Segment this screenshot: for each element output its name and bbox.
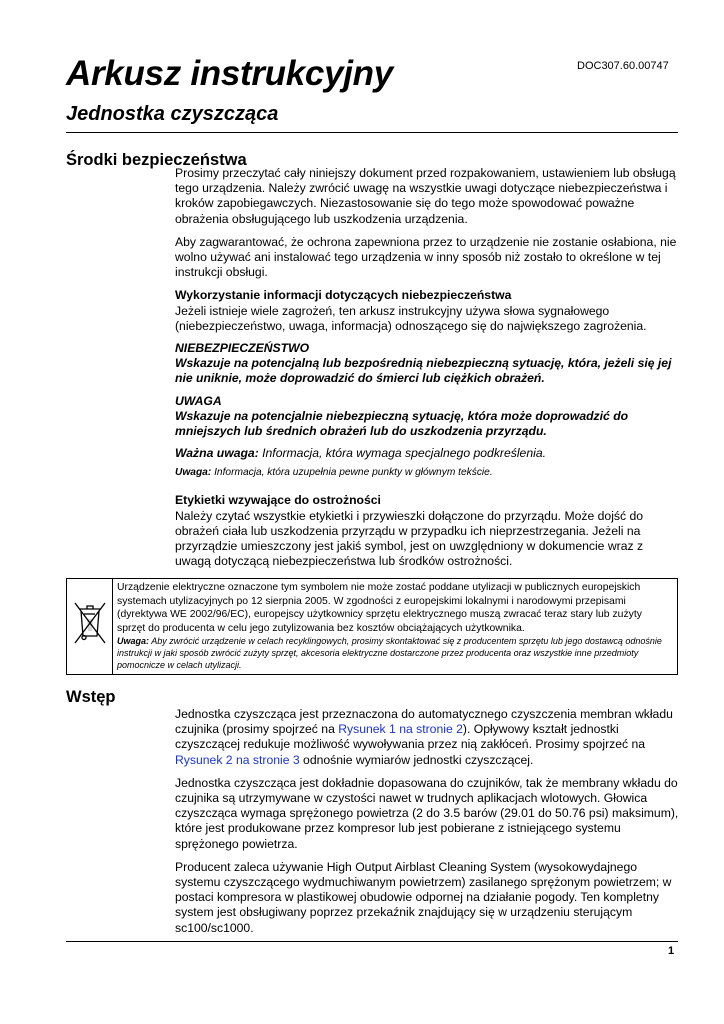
title-divider — [66, 132, 678, 133]
weee-note-text: Aby zwrócić urządzenie w celach recyklingowych, prosimy skontaktować się z producentem sprzętu lub jego dostawcą odnośnie instrukcji w jaki sposób zwrócić zużyty sprzęt, akcesoria elektryczne dostarczone przez producenta oraz wszystkie inne przedmioty pomocnicze w celach utylizacji. — [117, 636, 662, 671]
document-number: DOC307.60.00747 — [577, 60, 669, 72]
labels-heading: Etykietki wzywające do ostrożności — [175, 493, 381, 508]
intro-paragraph-1 — [175, 707, 680, 768]
danger-label: NIEBEZPIECZEŃSTWO — [175, 341, 310, 356]
important-note — [175, 446, 680, 461]
page-title: Arkusz instrukcyjny — [66, 54, 393, 93]
labels-text: Należy czytać wszystkie etykietki i przywieszki dołączone do przyrządu. Może dojść do obrażeń ciała lub uszkodzenia przyrządu w przypadku ich nieprzestrzegania. Jeżeli na przyrządzie umieszczony jest jakiś symbol, jest on uwzględniony w dokumencie wraz z uwagą dotyczącą niebezpieczeństwa lub środków ostrożności. — [175, 508, 644, 569]
intro-paragraph-2: Jednostka czyszcząca jest dokładnie dopasowana do czujników, tak że membrany wkładu do czujnika są utrzymywane w czystości nawet w trudnych aplikacjach wlotowych. Głowica czyszcząca wymaga sprężonego powietrza (2 do 3.5 barów (29.01 do 50.76 psi) maksimum), które jest produkowane przez kompresor lub jest pobierane z istniejącego systemu sprężonego powietrza. — [175, 775, 679, 851]
intro-p1-text-a: Jednostka czyszcząca jest przeznaczona do automatycznego czyszczenia membran wkładu czujnika (prosimy spojrzeć na — [175, 707, 673, 737]
weee-text: Urządzenie elektryczne oznaczone tym symbolem nie może zostać poddane utylizacji w publicznych europejskich systemach utylizacyjnych po 12 sierpnia 2005. W zgodności z europejskimi lokalnymi i narodowymi przepisami (dyrektywa WE 2002/96/EC), europejscy użytkownicy sprzętu elektrycznego muszą zwracać teraz stary lub zużyty sprzęt do producenta w celu jego zutylizowania bez kosztów obciążających użytkownika. — [117, 582, 642, 634]
note — [175, 466, 680, 480]
caution-label: UWAGA — [175, 393, 222, 408]
intro-heading: Wstęp — [66, 688, 116, 706]
important-text: Informacja, która wymaga specjalnego podkreślenia. — [262, 446, 546, 461]
page-number: 1 — [668, 945, 675, 957]
safety-paragraph-2: Aby zagwarantować, że ochrona zapewniona przez to urządzenie nie zostanie osłabiona, nie wolno używać ani instalować tego urządzenia w inny sposób niż zostało to określone w tej instrukcji obsługi. — [175, 234, 677, 280]
intro-p1-text-c: odnośnie wymiarów jednostki czyszczącej. — [299, 752, 534, 767]
figure-2-link[interactable]: Rysunek 2 na stronie 3 — [175, 752, 300, 767]
note-text: Informacja, która uzupełnia pewne punkty w głównym tekście. — [214, 467, 493, 479]
figure-1-link[interactable]: Rysunek 1 na stronie 2 — [338, 722, 463, 737]
danger-text: Wskazuje na potencjalną lub bezpośrednią niebezpieczną sytuację, która, jeżeli się jej nie uniknie, może doprowadzić do śmierci lub ciężkich obrażeń. — [175, 356, 672, 386]
important-label: Ważna uwaga: — [175, 446, 259, 461]
hazard-info-heading: Wykorzystanie informacji dotyczących niebezpieczeństwa — [175, 288, 512, 303]
caution-text: Wskazuje na potencjalnie niebezpieczną sytuację, która może doprowadzić do mniejszych lub średnich obrażeń lub do uszkodzenia przyrządu. — [175, 408, 629, 439]
safety-paragraph-1: Prosimy przeczytać cały niniejszy dokument przed rozpakowaniem, ustawieniem lub obsługą tego urządzenia. Należy zwrócić uwagę na wszystkie uwagi dotyczące niebezpieczeństwa i kroków zapobiegawczych. Niezastosowanie się do tego może spowodować poważne obrażenia obsługującego lub uszkodzenia urządzenia. — [175, 166, 676, 226]
intro-p1-text-b: ). Opływowy kształt jednostki czyszczącej redukuje możliwość wywoływania przez nią zakłóceń. Prosimy spojrzeć na — [175, 722, 646, 752]
intro-paragraph-3: Producent zaleca używanie High Output Airblast Cleaning System (wysokowydajnego systemu czyszczącego wydmuchiwanym powietrzem) zasilanego sprężonym powietrzem; w postaci kompresora w plastikowej obudowie odpornej na działanie pogody. Ten kompletny system jest obsługiwany poprzez przekaźnik znajdujący się w urządzeniu sterującym sc100/sc1000. — [175, 859, 672, 935]
hazard-info-text: Jeżeli istnieje wiele zagrożeń, ten arkusz instrukcyjny używa słowa sygnałowego (niebezpieczeństwo, uwaga, informacja) odnoszącego się do największego zagrożenia. — [175, 303, 647, 333]
crossed-out-wheelie-bin-icon — [67, 579, 113, 674]
weee-text-block — [117, 581, 673, 671]
safety-section — [175, 166, 680, 569]
footer-divider — [66, 941, 678, 942]
weee-note — [117, 635, 673, 671]
weee-disposal-box — [66, 578, 678, 675]
weee-note-label: Uwaga: — [117, 636, 150, 647]
intro-section — [175, 707, 680, 936]
weee-icon-cell — [67, 579, 113, 674]
page-subtitle: Jednostka czyszcząca — [66, 103, 279, 125]
safety-heading: Środki bezpieczeństwa — [66, 151, 247, 169]
note-label: Uwaga: — [175, 467, 212, 479]
